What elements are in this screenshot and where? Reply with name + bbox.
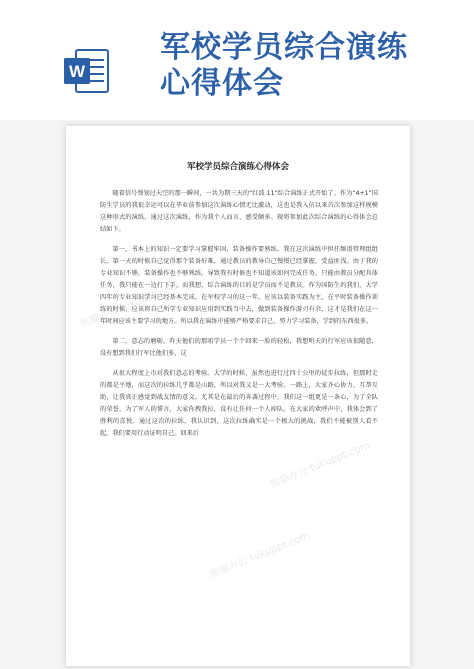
watermark: 熊猫办公 tukuppt.com xyxy=(268,440,372,491)
word-document-icon xyxy=(62,46,112,96)
document-title: 军校学员综合演练心得体会 xyxy=(186,162,289,172)
page-title xyxy=(160,30,460,102)
paragraph: 第一，书本上的知识一定要学习掌握牢固，装备操作要熟练。我在这次演练中担任频谱管理组组长。第一天的时候自己觉得那个装备好难，通过教员的教导自己慢慢已经掌握、受益匪浅。由于我的专业知识不够，装备操作也不够熟练，导致我有时候也不知道该如何完成任务，只能由教员分配具体任务，我只能在一边打下手，而我想，综合演练的目的是学员而不是教员。作为国防生的我们，大学四年的专业知识学习已经基本完成，在军校学习的这一年，应该以装备实践为主，在平时装备操作训练的时候，应该将自己所学专业知识应用到实践当中去，做到装备操作游刃有余，这才是我们在这一年时间应该主要学习的地方。所以我在演练中能够严格要求自己，努力学习装备，学到的东西很多。 xyxy=(100,246,378,325)
banner-header xyxy=(0,0,474,120)
paragraph: 第二，意志的磨砺。昨天他们的那咱学员一个个回来一脸的轻松，我想明天的行军应该很随意，没有想到我们行军比他们多，这 xyxy=(100,338,378,357)
watermark: 熊猫办公 tukuppt.com xyxy=(208,530,312,581)
paragraph: 从很大程度上市对我们意志的考验。大学的时候，虽然也进行过四十公里的徒步拉练，但那时走的都是平地，而这次的拉练几乎都是山路，所以对我又是一大考验。一路上，大家齐心协力，互帮互助，让我真正感觉到战友情的意义。尤其是在最后的奔袭过程中，我们这一组更是一条心，为了全队的荣誉，为了军人的誓言，大家你拽我拉，没有让任何一个人掉队。在大家的欢呼声中，我体会到了胜利的喜悦。通过这次的拉练，我认识到，这次拉练确实是一个极大的挑战，我们不能被别人看不起，我们要用行动证明自己。回来后 xyxy=(100,370,378,437)
paragraph: 随着信号弹划过天空的那一瞬间，一共为期三天的“红波 11”综合演练正式开始了。作为“4+1”国防生学员的我很幸运可以在毕业前参加这次演练心情无比激动，这也是我入伍以来首次参加这样规模这种形式的演练。通过这次演练，作为我个人而言，感受颇多。现将参加此次综合演练的心得体会总结如下。 xyxy=(100,190,378,233)
svg-text:W: W xyxy=(68,62,86,81)
title-line-1: 军校学员综合演练 xyxy=(160,30,408,65)
document-body xyxy=(100,188,378,448)
title-line-2: 心得体会 xyxy=(160,66,284,101)
watermark: 熊猫办公 tukuppt.com xyxy=(78,280,182,331)
document-preview-page xyxy=(66,126,410,666)
